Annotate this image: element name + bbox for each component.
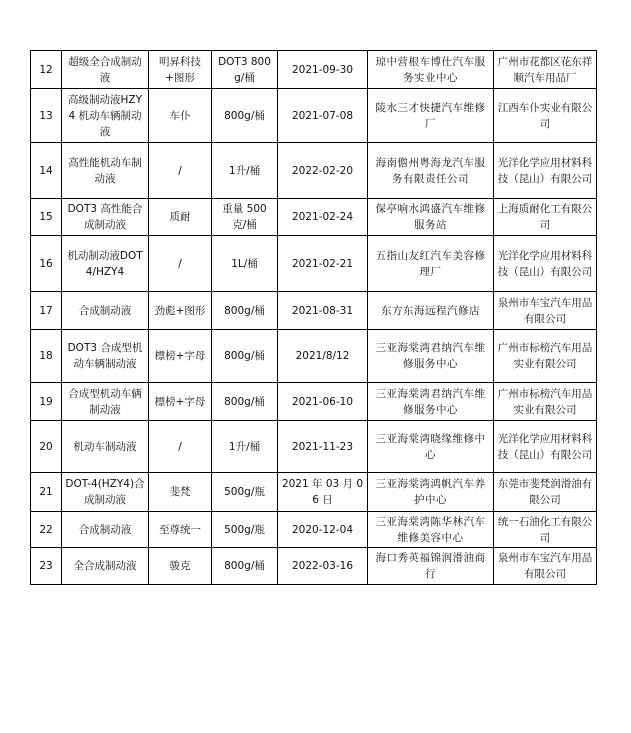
cell-product-name: 机动车制动液: [62, 421, 149, 473]
cell-seller: 海南儋州粤海龙汽车服务有限责任公司: [368, 143, 494, 199]
cell-brand: /: [149, 236, 212, 292]
cell-seller: 陵水三才快捷汽车维修厂: [368, 89, 494, 143]
table-row: [31, 199, 597, 236]
cell-brand: 劲彪+图形: [149, 292, 212, 330]
cell-date: 2021-07-08: [278, 89, 368, 143]
table-row: [31, 89, 597, 143]
cell-product-name: 超级全合成制动液: [62, 51, 149, 89]
table-row: [31, 292, 597, 330]
cell-product-name: DOT-4(HZY4)合成制动液: [62, 473, 149, 512]
cell-spec: 800g/桶: [212, 383, 278, 421]
cell-brand: 標榜+字母: [149, 330, 212, 383]
cell-seller: 三亚海棠湾鸿帆汽车养护中心: [368, 473, 494, 512]
cell-brand: /: [149, 143, 212, 199]
cell-no: 14: [31, 143, 62, 199]
cell-seller: 五指山友红汽车美容修理厂: [368, 236, 494, 292]
cell-seller: 三亚海棠湾君纳汽车维修服务中心: [368, 383, 494, 421]
cell-maker: 广州市花都区花东祥顺汽车用品厂: [494, 51, 597, 89]
cell-date: 2021-06-10: [278, 383, 368, 421]
cell-product-name: 合成型机动车辆制动液: [62, 383, 149, 421]
cell-no: 23: [31, 548, 62, 585]
cell-product-name: 合成制动液: [62, 292, 149, 330]
cell-date: 2021-02-21: [278, 236, 368, 292]
cell-date: 2021-11-23: [278, 421, 368, 473]
table-row: [31, 421, 597, 473]
cell-seller: 海口秀英福锦润滑油商行: [368, 548, 494, 585]
cell-maker: 泉州市车宝汽车用品有限公司: [494, 292, 597, 330]
cell-date: 2021-09-30: [278, 51, 368, 89]
cell-no: 15: [31, 199, 62, 236]
cell-spec: 800g/桶: [212, 548, 278, 585]
cell-date: 2022-03-16: [278, 548, 368, 585]
cell-no: 16: [31, 236, 62, 292]
cell-product-name: 高级制动液HZY4 机动车辆制动液: [62, 89, 149, 143]
cell-seller: 三亚海棠湾晓缘维修中心: [368, 421, 494, 473]
table-row: [31, 143, 597, 199]
cell-brand: 標榜+字母: [149, 383, 212, 421]
cell-seller: 琼中营根车博仕汽车服务实业中心: [368, 51, 494, 89]
cell-seller: 东方东海远程汽修店: [368, 292, 494, 330]
cell-date: 2022-02-20: [278, 143, 368, 199]
cell-spec: 800g/桶: [212, 330, 278, 383]
table-row: [31, 548, 597, 585]
cell-maker: 泉州市车宝汽车用品有限公司: [494, 548, 597, 585]
cell-brand: 骏克: [149, 548, 212, 585]
cell-spec: 1升/桶: [212, 143, 278, 199]
cell-product-name: 合成制动液: [62, 512, 149, 548]
cell-brand: 至尊统一: [149, 512, 212, 548]
cell-spec: 800g/桶: [212, 292, 278, 330]
table-row: [31, 330, 597, 383]
cell-date: 2021-08-31: [278, 292, 368, 330]
cell-brand: 车仆: [149, 89, 212, 143]
cell-date: 2021/8/12: [278, 330, 368, 383]
cell-no: 12: [31, 51, 62, 89]
cell-spec: 1升/桶: [212, 421, 278, 473]
cell-seller: 三亚海棠湾陈华林汽车维修美容中心: [368, 512, 494, 548]
cell-no: 19: [31, 383, 62, 421]
cell-spec: 500g/瓶: [212, 473, 278, 512]
table-row: [31, 236, 597, 292]
cell-brand: 明昇科技+图形: [149, 51, 212, 89]
cell-product-name: DOT3 高性能合成制动液: [62, 199, 149, 236]
table-row: [31, 512, 597, 548]
cell-maker: 上海质耐化工有限公司: [494, 199, 597, 236]
cell-no: 17: [31, 292, 62, 330]
cell-no: 13: [31, 89, 62, 143]
cell-no: 21: [31, 473, 62, 512]
cell-product-name: 全合成制动液: [62, 548, 149, 585]
cell-seller: 保亭响水鸿盛汽车维修服务站: [368, 199, 494, 236]
cell-maker: 光洋化学应用材料科技（昆山）有限公司: [494, 421, 597, 473]
cell-product-name: 高性能机动车制动液: [62, 143, 149, 199]
table-row: [31, 51, 597, 89]
cell-date: 2021 年 03 月 06 日: [278, 473, 368, 512]
cell-no: 18: [31, 330, 62, 383]
cell-maker: 江西车仆实业有限公司: [494, 89, 597, 143]
cell-brand: /: [149, 421, 212, 473]
cell-spec: DOT3 800g/桶: [212, 51, 278, 89]
cell-product-name: 机动制动液DOT4/HZY4: [62, 236, 149, 292]
table-row: [31, 383, 597, 421]
cell-maker: 东莞市斐梵润滑油有限公司: [494, 473, 597, 512]
cell-date: 2020-12-04: [278, 512, 368, 548]
cell-spec: 重量 500 克/桶: [212, 199, 278, 236]
cell-spec: 1L/桶: [212, 236, 278, 292]
cell-maker: 光洋化学应用材料科技（昆山）有限公司: [494, 236, 597, 292]
cell-maker: 统一石油化工有限公司: [494, 512, 597, 548]
cell-no: 20: [31, 421, 62, 473]
cell-spec: 500g/瓶: [212, 512, 278, 548]
cell-no: 22: [31, 512, 62, 548]
cell-maker: 广州市标榜汽车用品实业有限公司: [494, 330, 597, 383]
cell-brand: 斐梵: [149, 473, 212, 512]
product-table: [30, 50, 597, 585]
cell-seller: 三亚海棠湾君纳汽车维修服务中心: [368, 330, 494, 383]
table-row: [31, 473, 597, 512]
cell-product-name: DOT3 合成型机动车辆制动液: [62, 330, 149, 383]
cell-spec: 800g/桶: [212, 89, 278, 143]
cell-maker: 广州市标榜汽车用品实业有限公司: [494, 383, 597, 421]
cell-date: 2021-02-24: [278, 199, 368, 236]
cell-maker: 光洋化学应用材料科技（昆山）有限公司: [494, 143, 597, 199]
cell-brand: 质耐: [149, 199, 212, 236]
